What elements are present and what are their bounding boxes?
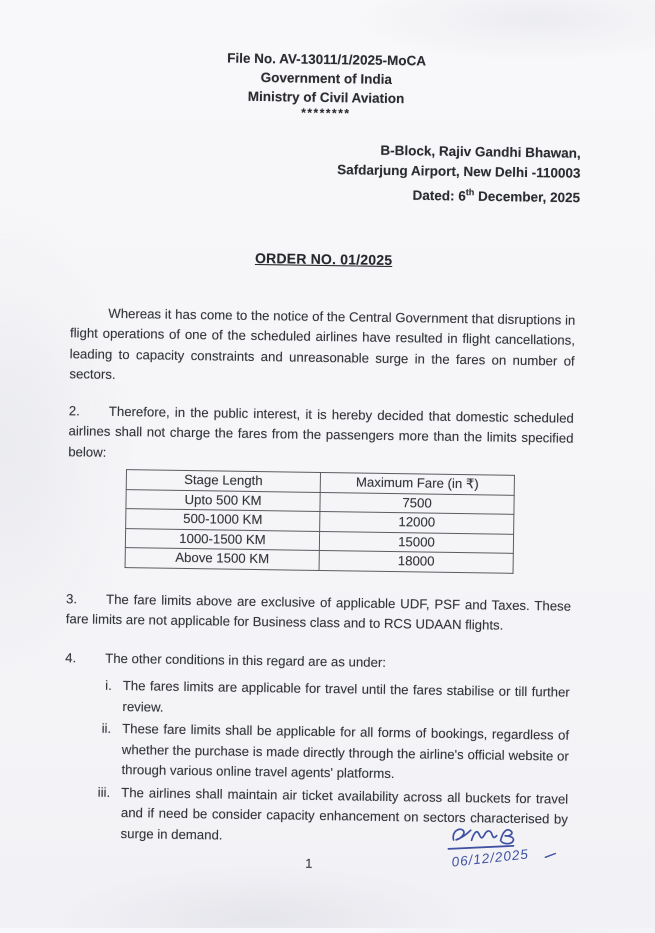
paragraph-2 <box>68 401 574 470</box>
asterisk-separator: ******** <box>301 105 351 121</box>
condition-text: These fare limits shall be applicable for all forms of bookings, regardless of whether the purchase is made directly through the airline's official website or through various online travel agents' platforms. <box>121 721 570 782</box>
condition-text: The fares limits are applicable for travel until the fares stabilise or till further review. <box>122 678 570 715</box>
table-header-maximum-fare: Maximum Fare (in ₹) <box>320 472 514 494</box>
table-cell-stage: Above 1500 KM <box>125 548 319 570</box>
table-cell-fare: 12000 <box>320 511 514 533</box>
address-line-2: Safdarjung Airport, New Delhi -110003 <box>337 162 581 181</box>
order-title: ORDER NO. 01/2025 <box>254 249 393 268</box>
table-cell-stage: 500-1000 KM <box>126 509 320 531</box>
condition-item-ii <box>86 719 569 788</box>
condition-text: The airlines shall maintain air ticket availability across all buckets for travel and if need be consider capacity enhancement on sectors characterised by surge in demand. <box>120 784 569 843</box>
table-header-stage-length: Stage Length <box>126 470 320 492</box>
table-cell-fare: 18000 <box>319 550 513 572</box>
order-title-row <box>0 246 651 274</box>
government-of-india-line: Government of India <box>260 70 393 87</box>
paragraph-3-number: 3. <box>65 590 78 606</box>
signature-date: 06/12/2025 <box>450 846 530 870</box>
paragraph-2-number: 2. <box>68 402 80 418</box>
paragraph-3 <box>66 589 572 637</box>
paragraph-2-text: Therefore, in the public interest, it is hereby decided that domestic scheduled airlines shall not charge the fares from the passengers more than the limits specified below: <box>68 403 574 460</box>
paragraph-whereas: Whereas it has come to the notice of the Central Government that disruptions in flight operations of one of the scheduled airlines have resulted in flight cancellations, leading to capacity constraints and unreasonable surge in the fares on number of sectors. <box>69 305 576 382</box>
letterhead <box>0 0 655 125</box>
paragraph-3-text: The fare limits above are exclusive of applicable UDF, PSF and Taxes. These fare limits are not applicable for Business class and to RCS UDAAN flights. <box>65 591 572 633</box>
ministry-line: Ministry of Civil Aviation <box>247 88 405 107</box>
dated-ordinal-suffix: th <box>465 187 475 198</box>
file-number: File No. AV-13011/1/2025-MoCA <box>227 50 427 69</box>
table-cell-fare: 7500 <box>320 492 514 514</box>
paragraph-4-text: The other conditions in this regard are as under: <box>105 650 387 670</box>
table-cell-fare: 15000 <box>319 531 513 553</box>
paragraph-4 <box>65 648 570 676</box>
condition-item-i <box>87 676 570 724</box>
handwritten-signature <box>445 822 566 889</box>
page-number: 1 <box>305 855 313 871</box>
table-cell-stage: 1000-1500 KM <box>125 528 319 550</box>
condition-marker: iii. <box>97 784 111 800</box>
dated-text: Dated: 6 <box>412 187 466 204</box>
address-line-1: B-Block, Rajiv Gandhi Bhawan, <box>380 142 581 161</box>
paragraph-4-number: 4. <box>65 649 77 665</box>
table-cell-stage: Upto 500 KM <box>126 489 320 511</box>
condition-marker: i. <box>105 677 112 693</box>
fare-limits-table <box>125 469 515 573</box>
dated-month-year: December, 2025 <box>474 188 581 206</box>
condition-marker: ii. <box>101 720 112 736</box>
address-block <box>0 135 653 209</box>
